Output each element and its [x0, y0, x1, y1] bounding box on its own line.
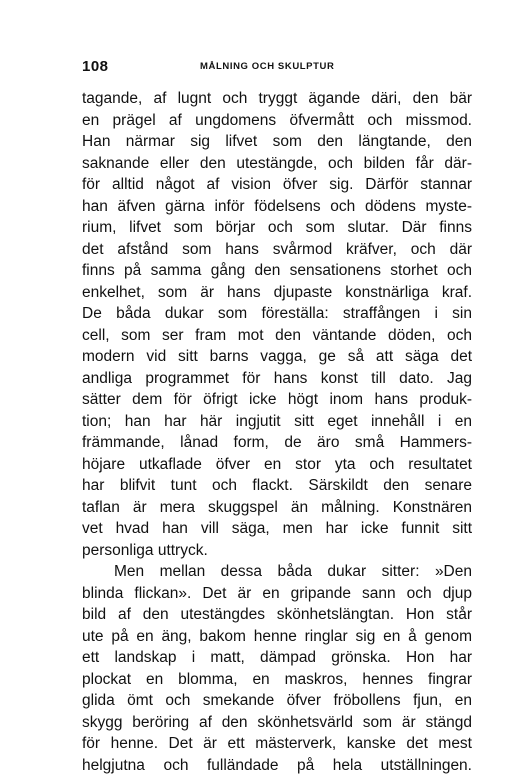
- text-line: saknande eller den utestängde, och bilden får där-: [82, 154, 472, 172]
- page-header: [82, 58, 472, 78]
- text-line: Han närmar sig lifvet som den längtande, den: [82, 133, 472, 150]
- text-line: enkelhet, som är hans djupaste konstnärliga kraf.: [82, 283, 472, 301]
- text-line: har blifvit tunt och flackt. Särskildt den senare: [82, 477, 472, 494]
- text-line: taflan är mera skuggspel än målning. Konstnären: [82, 498, 472, 516]
- text-line: sätter dem för öfrigt icke högt inom hans produk-: [82, 391, 472, 408]
- paragraph-end-line: personliga uttryck.: [82, 541, 208, 559]
- text-line: modern vid sitt barns vagga, ge så att säga det: [82, 348, 472, 365]
- text-line: plockat en blomma, en maskros, hennes fingrar: [82, 670, 472, 688]
- text-line: De båda dukar som föreställa: straffången i sin: [82, 305, 472, 322]
- text-line: ute på en äng, bakom henne ringlar sig en å genom: [82, 627, 472, 645]
- text-line: rium, lifvet som börjar och som slutar. Där finns: [82, 219, 472, 236]
- text-line: han äfven gärna inför födelsens och dödens myste-: [82, 197, 472, 215]
- text-line: skygg beröring af den skönhetsvärld som är stängd: [82, 713, 472, 731]
- text-line: bild af den utestängdes skönhetslängtan. Hon står: [82, 606, 472, 623]
- text-line: glida ömt och smekande öfver fröbollens fjun, en: [82, 692, 472, 709]
- text-line: helgjutna och fulländade på hela utställningen.: [82, 756, 472, 774]
- text-line: för henne. Det är ett mästerverk, kanske det mest: [82, 735, 472, 752]
- text-line: en prägel af ungdomens öfvermått och missmod.: [82, 111, 472, 129]
- text-line: tagande, af lugnt och tryggt ägande däri, den bär: [82, 90, 472, 107]
- body-text: [82, 88, 472, 776]
- text-line: tion; han har här ingjutit sitt eget innehåll i en: [82, 412, 472, 430]
- paragraph-start-line: Men mellan dessa båda dukar sitter: »Den: [114, 563, 472, 580]
- text-line: höjare utkaflade öfver en stor yta och resultatet: [82, 455, 472, 473]
- text-line: för alltid något af vision öfver sig. Därför stannar: [82, 176, 472, 193]
- running-head: MÅLNING OCH SKULPTUR: [200, 61, 335, 72]
- page-number: 108: [82, 58, 109, 75]
- text-line: främmande, lånad form, de äro små Hammers-: [82, 434, 472, 451]
- text-line: vet hvad han vill säga, men har icke funnit sitt: [82, 520, 472, 537]
- text-line: cell, som ser fram mot den väntande döden, och: [82, 326, 472, 344]
- text-line: blinda flickan». Det är en gripande sann och djup: [82, 584, 472, 602]
- text-line: andliga programmet för hans konst till dato. Jag: [82, 369, 472, 387]
- text-line: finns på samma gång den sensationens storhet och: [82, 262, 472, 279]
- text-line: ett landskap i matt, dämpad grönska. Hon har: [82, 649, 472, 666]
- text-line: det afstånd som hans svårmod kräfver, och där: [82, 240, 472, 258]
